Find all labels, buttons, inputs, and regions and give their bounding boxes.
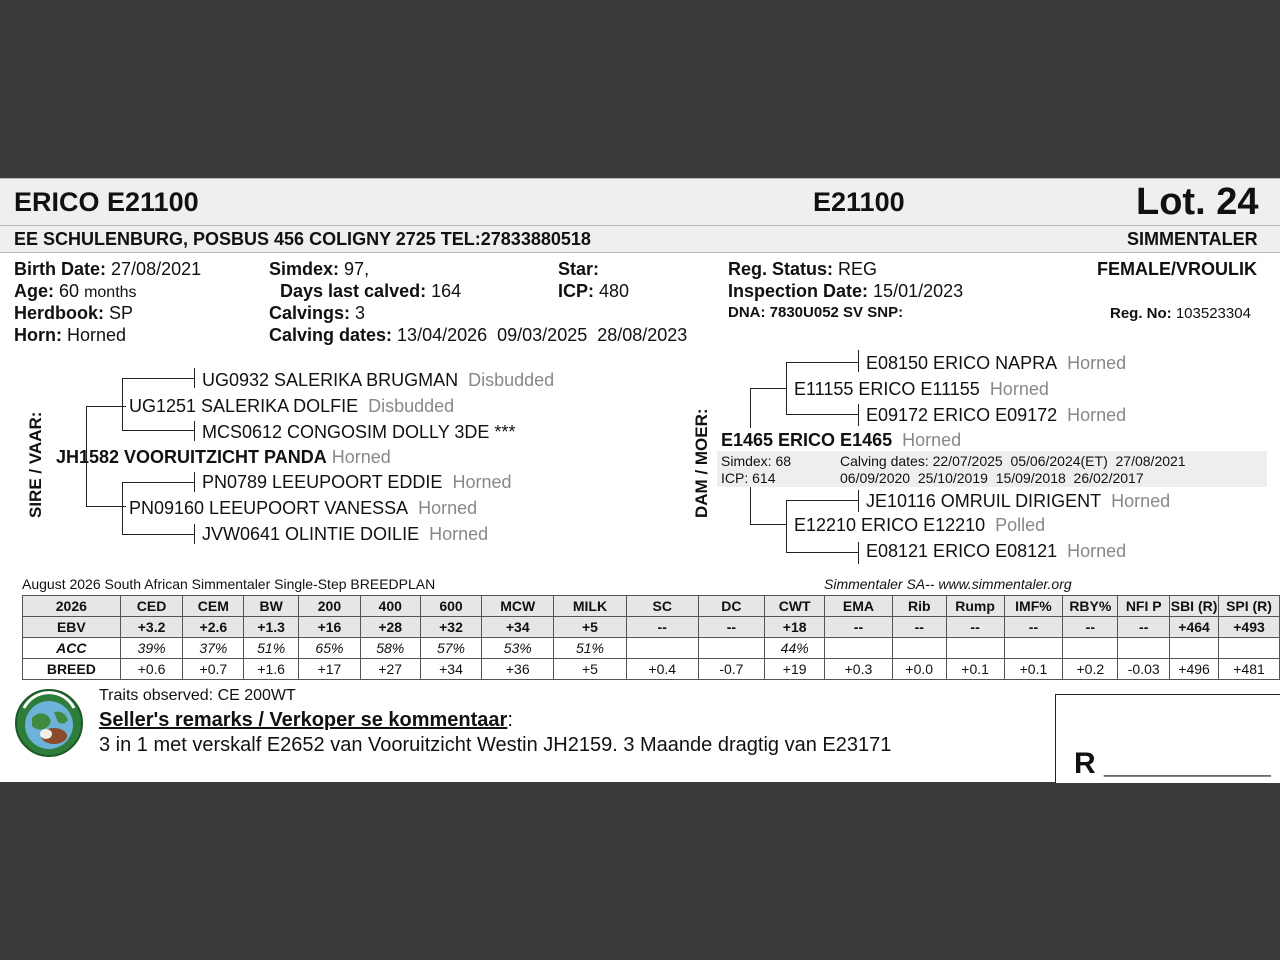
headers-cell: SC [626, 596, 698, 617]
tree-line [786, 500, 787, 552]
tree-line [122, 378, 123, 430]
animal-id: E21100 [813, 187, 905, 217]
dam-sire: E11155 ERICO E11155 Horned [794, 379, 1049, 399]
breed-name: SIMMENTALER [1127, 229, 1258, 249]
sire-label: SIRE / VAAR: [26, 411, 45, 518]
headers-cell: SPI (R) [1219, 596, 1280, 617]
acc-cell: ACC [23, 638, 121, 659]
age: Age: 60 months [14, 281, 137, 301]
breed-cell: +0.1 [946, 659, 1004, 680]
acc-cell: 37% [183, 638, 244, 659]
price-box[interactable] [1055, 694, 1280, 783]
ebv-cell: +16 [299, 617, 361, 638]
acc-cell [698, 638, 765, 659]
acc-cell: 51% [554, 638, 627, 659]
ebv-cell: +28 [360, 617, 420, 638]
dam-dam: E12210 ERICO E12210 Polled [794, 515, 1046, 535]
headers-cell: SBI (R) [1170, 596, 1219, 617]
ebv-cell: EBV [23, 617, 121, 638]
dam-dam-dam: E08121 ERICO E08121 Horned [866, 541, 1127, 561]
tree-line [194, 524, 195, 544]
acc-cell [626, 638, 698, 659]
tree-line [786, 414, 858, 415]
breed-cell: -0.03 [1118, 659, 1170, 680]
lot-card [0, 178, 1280, 782]
ebv-cell: +3.2 [120, 617, 183, 638]
ebv-cell: -- [1004, 617, 1063, 638]
price-label: R __________ [1074, 747, 1271, 780]
headers-cell: CWT [765, 596, 825, 617]
tree-line [858, 542, 859, 564]
simmentaler-globe-cow-logo-icon [14, 688, 84, 758]
breed-cell: +496 [1170, 659, 1219, 680]
tree-line [858, 490, 859, 512]
acc-cell: 57% [420, 638, 482, 659]
dna-info: DNA: 7830U052 SV SNP: [728, 304, 904, 321]
herdbook: Herdbook: SP [14, 303, 134, 323]
tree-line [194, 472, 195, 492]
ebv-cell: +34 [482, 617, 554, 638]
headers-cell: 2026 [23, 596, 121, 617]
lot-number: Lot. 24 [1136, 181, 1259, 223]
title-bar [0, 178, 1280, 226]
ebv-cell: +32 [420, 617, 482, 638]
breed-cell: +27 [360, 659, 420, 680]
breed-cell: +481 [1219, 659, 1280, 680]
dam-label: DAM / MOER: [692, 408, 711, 518]
sex: FEMALE/VROULIK [1097, 259, 1257, 279]
acc-cell [1118, 638, 1170, 659]
traits-observed: Traits observed: CE 200WT [99, 687, 296, 704]
tree-line [194, 368, 195, 388]
headers-cell: 200 [299, 596, 361, 617]
headers-cell: Rump [946, 596, 1004, 617]
ebv-cell: -- [1063, 617, 1118, 638]
ebv-cell: +5 [554, 617, 627, 638]
sire-name: JH1582 VOORUITZICHT PANDA Horned [56, 447, 391, 467]
headers-cell: CED [120, 596, 183, 617]
ebv-cell: -- [1118, 617, 1170, 638]
remarks-text: 3 in 1 met verskalf E2652 van Vooruitzicht Westin JH2159. 3 Maande dragtig van E23171 [99, 734, 892, 756]
breedplan-title: August 2026 South African Simmentaler Single-Step BREEDPLAN [22, 576, 436, 592]
ebv-cell: -- [626, 617, 698, 638]
breeder-bar [0, 226, 1280, 253]
headers-cell: EMA [825, 596, 893, 617]
headers-cell: MILK [554, 596, 627, 617]
ebv-cell: +2.6 [183, 617, 244, 638]
breed-cell: +0.2 [1063, 659, 1118, 680]
dam-calving-dates-2: 06/09/2020 25/10/2019 15/09/2018 26/02/2017 [840, 470, 1144, 486]
horn-status: Horn: Horned [14, 325, 127, 345]
breed-cell: +17 [299, 659, 361, 680]
headers-cell: MCW [482, 596, 554, 617]
inspection-date: Inspection Date: 15/01/2023 [728, 281, 964, 301]
acc-cell [1170, 638, 1219, 659]
breed-cell: +0.1 [1004, 659, 1063, 680]
headers-cell: DC [698, 596, 765, 617]
tree-line [122, 534, 194, 535]
tree-line [86, 406, 126, 407]
acc-cell [1063, 638, 1118, 659]
acc-cell [892, 638, 946, 659]
sire-sire-sire: UG0932 SALERIKA BRUGMAN Disbudded [202, 370, 555, 390]
tree-line [786, 362, 858, 363]
tree-line [786, 500, 858, 501]
simdex: Simdex: 97, [269, 259, 370, 279]
breedplan-website: Simmentaler SA-- www.simmentaler.org [824, 576, 1072, 592]
breed-avg-row [23, 659, 1280, 680]
acc-cell: 65% [299, 638, 361, 659]
ebv-cell: +493 [1219, 617, 1280, 638]
days-last-calved: Days last calved: 164 [280, 281, 462, 301]
reg-number: Reg. No: 103523304 [1110, 305, 1251, 322]
breed-cell: +0.7 [183, 659, 244, 680]
acc-cell: 53% [482, 638, 554, 659]
headers-cell: 400 [360, 596, 420, 617]
dam-simdex: Simdex: 68 [721, 453, 792, 469]
breed-cell: -0.7 [698, 659, 765, 680]
headers-cell: NFI P [1118, 596, 1170, 617]
acc-cell: 58% [360, 638, 420, 659]
sire-sire: UG1251 SALERIKA DOLFIE Disbudded [129, 396, 455, 416]
breed-cell: +0.0 [892, 659, 946, 680]
acc-cell [1004, 638, 1063, 659]
dam-name: E1465 ERICO E1465 Horned [721, 430, 962, 450]
acc-row [23, 638, 1280, 659]
acc-cell [825, 638, 893, 659]
tree-line [194, 421, 195, 441]
breed-cell: BREED [23, 659, 121, 680]
ebv-cell: -- [946, 617, 1004, 638]
acc-cell: 51% [244, 638, 299, 659]
remarks-heading: Seller's remarks / Verkoper se kommentaar: [99, 709, 513, 731]
headers-cell: BW [244, 596, 299, 617]
star-label: Star: [558, 259, 600, 279]
breed-cell: +19 [765, 659, 825, 680]
headers-cell: RBY% [1063, 596, 1118, 617]
tree-line [122, 430, 194, 431]
breed-cell: +5 [554, 659, 627, 680]
ebv-table [22, 595, 1280, 680]
breed-cell: +0.3 [825, 659, 893, 680]
breed-cell: +0.4 [626, 659, 698, 680]
dam-calving-dates-1: Calving dates: 22/07/2025 05/06/2024(ET) 27/08/2021 [840, 453, 1186, 469]
tree-line [750, 524, 786, 525]
ebv-header-row [23, 596, 1280, 617]
calvings: Calvings: 3 [269, 303, 366, 323]
ebv-cell: -- [892, 617, 946, 638]
icp: ICP: 480 [558, 281, 630, 301]
dam-dam-sire: JE10116 OMRUIL DIRIGENT Horned [866, 491, 1171, 511]
breed-cell: +36 [482, 659, 554, 680]
breeder-address: EE SCHULENBURG, POSBUS 456 COLIGNY 2725 TEL:27833880518 [14, 229, 591, 249]
sire-dam-sire: PN0789 LEEUPOORT EDDIE Horned [202, 472, 512, 492]
dam-sire-sire: E08150 ERICO NAPRA Horned [866, 353, 1127, 373]
dam-stats-box [717, 451, 1267, 487]
ebv-cell: +464 [1170, 617, 1219, 638]
reg-status: Reg. Status: REG [728, 259, 878, 279]
acc-cell [1219, 638, 1280, 659]
ebv-cell: -- [825, 617, 893, 638]
dam-icp: ICP: 614 [721, 470, 776, 486]
tree-line [122, 482, 123, 534]
headers-cell: 600 [420, 596, 482, 617]
tree-line [750, 388, 751, 428]
tree-line [750, 484, 751, 524]
tree-line [122, 482, 194, 483]
tree-line [86, 506, 126, 507]
acc-cell [946, 638, 1004, 659]
sire-dam-dam: JVW0641 OLINTIE DOILIE Horned [202, 524, 489, 544]
ebv-row [23, 617, 1280, 638]
headers-cell: CEM [183, 596, 244, 617]
tree-line [858, 404, 859, 426]
ebv-cell: +18 [765, 617, 825, 638]
simmentaler-logo [14, 688, 84, 758]
sire-sire-dam: MCS0612 CONGOSIM DOLLY 3DE *** [202, 422, 516, 442]
headers-cell: IMF% [1004, 596, 1063, 617]
ebv-cell: -- [698, 617, 765, 638]
acc-cell: 44% [765, 638, 825, 659]
acc-cell: 39% [120, 638, 183, 659]
dam-sire-dam: E09172 ERICO E09172 Horned [866, 405, 1127, 425]
tree-line [122, 378, 194, 379]
ebv-cell: +1.3 [244, 617, 299, 638]
sire-dam: PN09160 LEEUPOORT VANESSA Horned [129, 498, 478, 518]
tree-line [786, 362, 787, 414]
tree-line [750, 388, 786, 389]
animal-name: ERICO E21100 [14, 187, 199, 217]
tree-line [786, 552, 858, 553]
breed-cell: +1.6 [244, 659, 299, 680]
breed-cell: +34 [420, 659, 482, 680]
birth-date: Birth Date: 27/08/2021 [14, 259, 202, 279]
calving-dates: Calving dates: 13/04/2026 09/03/2025 28/08/2023 [269, 325, 688, 345]
tree-line [858, 350, 859, 372]
headers-cell: Rib [892, 596, 946, 617]
breed-cell: +0.6 [120, 659, 183, 680]
